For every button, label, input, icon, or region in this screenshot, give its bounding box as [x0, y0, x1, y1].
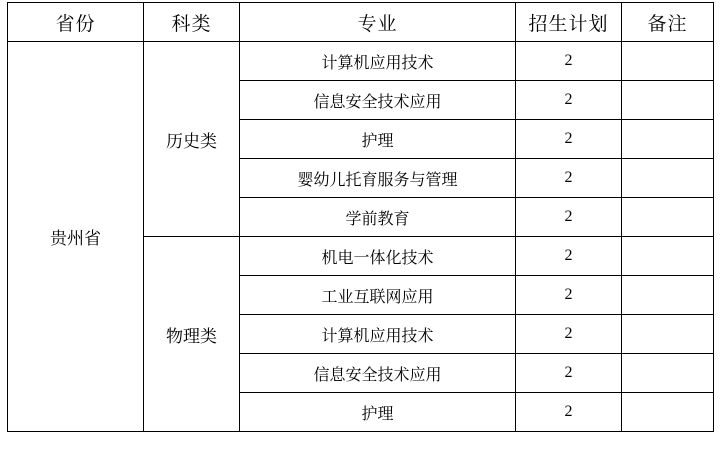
province-cell: 贵州省 — [8, 42, 144, 432]
major-cell: 信息安全技术应用 — [240, 354, 516, 393]
major-cell: 计算机应用技术 — [240, 42, 516, 81]
note-cell — [622, 198, 714, 237]
major-cell: 护理 — [240, 393, 516, 432]
note-cell — [622, 81, 714, 120]
note-cell — [622, 315, 714, 354]
major-cell: 学前教育 — [240, 198, 516, 237]
major-cell: 计算机应用技术 — [240, 315, 516, 354]
note-cell — [622, 120, 714, 159]
category-cell-history: 历史类 — [144, 42, 240, 237]
plan-cell: 2 — [516, 354, 622, 393]
major-cell: 信息安全技术应用 — [240, 81, 516, 120]
plan-cell: 2 — [516, 315, 622, 354]
plan-cell: 2 — [516, 120, 622, 159]
column-header-note: 备注 — [622, 3, 714, 42]
plan-cell: 2 — [516, 81, 622, 120]
plan-cell: 2 — [516, 276, 622, 315]
note-cell — [622, 42, 714, 81]
note-cell — [622, 276, 714, 315]
major-cell: 机电一体化技术 — [240, 237, 516, 276]
major-cell: 工业互联网应用 — [240, 276, 516, 315]
note-cell — [622, 237, 714, 276]
plan-cell: 2 — [516, 393, 622, 432]
plan-cell: 2 — [516, 237, 622, 276]
document-page — [0, 2, 720, 465]
table-body — [8, 42, 714, 432]
column-header-category: 科类 — [144, 3, 240, 42]
plan-cell: 2 — [516, 42, 622, 81]
plan-cell: 2 — [516, 198, 622, 237]
table-row — [8, 42, 714, 81]
plan-cell: 2 — [516, 159, 622, 198]
column-header-plan: 招生计划 — [516, 3, 622, 42]
enrollment-plan-table — [7, 2, 714, 432]
note-cell — [622, 159, 714, 198]
major-cell: 婴幼儿托育服务与管理 — [240, 159, 516, 198]
column-header-major: 专业 — [240, 3, 516, 42]
category-cell-physics: 物理类 — [144, 237, 240, 432]
column-header-province: 省份 — [8, 3, 144, 42]
table-header-row — [8, 3, 714, 42]
major-cell: 护理 — [240, 120, 516, 159]
note-cell — [622, 393, 714, 432]
table-header — [8, 3, 714, 42]
note-cell — [622, 354, 714, 393]
